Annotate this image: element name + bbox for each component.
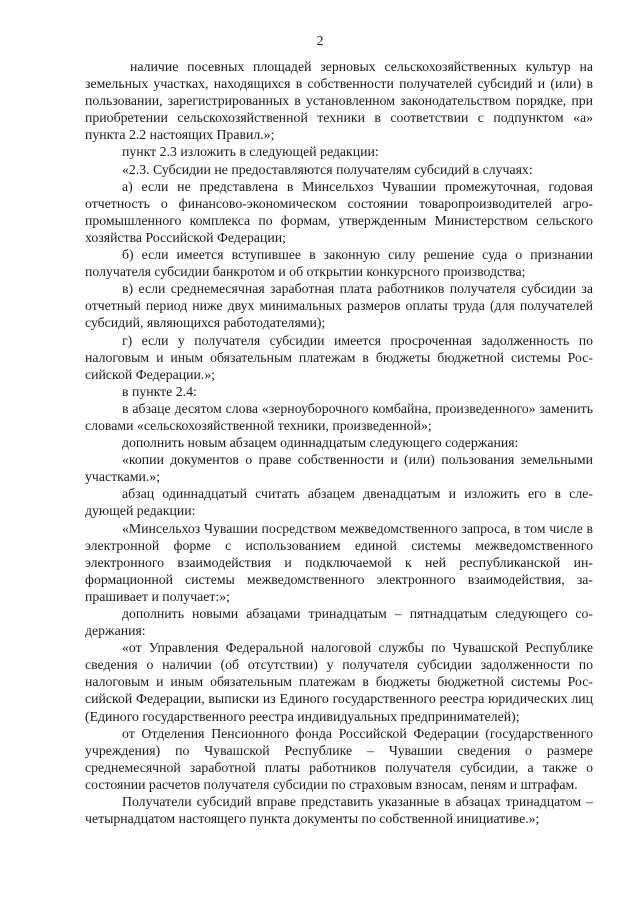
paragraph-own-initiative: Получатели субсидий вправе представить указанные в абзацах тринадцатом – четырнадцатом настоящего пункта документы по собственной инициативе.»; <box>85 794 593 827</box>
paragraph-item-2-4-intro: в пункте 2.4: <box>122 383 197 399</box>
paragraph-case-v: в) если среднемесячная заработная плата работников получателя субсидии за отчетный период ниже двух минимальных размеров оплаты труда (для получателей субсидий, являющихся работодателями); <box>85 281 593 331</box>
paragraph-case-a: а) если не представлена в Минсельхоз Чувашии промежуточная, годовая отчетность о финансово-экономическом состоянии товаропроизводителей агропромышленного комплекса по формам, утвержденным Министерством сельского хозяйства Российской Федерации; <box>85 178 593 245</box>
paragraph-possession-requirement: наличие посевных площадей зерновых сельскохозяйственных культур на земельных участках, находящихся в собственности получателей субсидий и (или) в пользовании, зарегистрированных в установленном законодательством порядке, при приобретении сельскохозяйственной техники в соответствии с подпунктом «а» пункта 2.2 настоящих Правил.»; <box>85 59 593 143</box>
page-number: 2 <box>316 34 324 49</box>
paragraph-tax-service: «от Управления Федеральной налоговой службы по Чувашской Республике сведения о наличии (об отсутствии) у получателя субсидии задолженности по налоговым и иным обязательным платежам в бюджеты бюджетной системы Российской Федерации, выписки из Единого государственного реестра юридических лиц (Единого государственного реестра индивидуальных предпринимателей); <box>85 640 593 724</box>
paragraph-twelfth-abzac: абзац одиннадцатый считать абзацем двенадцатым и изложить его в следующей редакции: <box>85 486 593 519</box>
paragraph-interagency-request: «Минсельхоз Чувашии посредством межведомственного запроса, в том числе в электронной форме с использованием единой системы межведомственного электронного взаимодействия и подключаемой к ней республиканской информационной системы межведомственного электронного взаимодействия, запрашивает и получает:»; <box>85 520 593 604</box>
paragraph-pension-fund: от Отделения Пенсионного фонда Российской Федерации (государственного учреждения) по Чувашской Республике – Чувашии сведения о размере среднемесячной заработной платы работников получателя субсидии, а также о состоянии расчетов получателя субсидии по страховым взносам, пеням и штрафам. <box>85 725 593 792</box>
paragraph-land-documents: «копии документов о праве собственности и (или) пользования земельными участками.»; <box>85 452 593 485</box>
paragraph-item-2-3-intro: пункт 2.3 изложить в следующей редакции: <box>122 144 379 160</box>
paragraph-item-2-3-heading: «2.3. Субсидии не предоставляются получателям субсидий в случаях: <box>122 161 533 177</box>
document-body <box>85 58 593 827</box>
paragraph-tenth-abzac: в абзаце десятом слова «зерноуборочного комбайна, произведенного» заменить словами «сельскохозяйственной техники, произведенной»; <box>85 400 593 433</box>
paragraph-new-eleventh-abzac: дополнить новым абзацем одиннадцатым следующего содержания: <box>122 435 519 451</box>
paragraph-new-thirteenth-fifteenth: дополнить новыми абзацами тринадцатым – пятнадцатым следующего содержания: <box>85 606 593 639</box>
paragraph-case-g: г) если у получателя субсидии имеется просроченная задолженность по налоговым и иным обязательным платежам в бюджеты бюджетной системы Российской Федерации.»; <box>85 332 593 382</box>
paragraph-case-b: б) если имеется вступившее в законную силу решение суда о признании получателя субсидии банкротом и об открытии конкурсного производства; <box>85 247 593 280</box>
